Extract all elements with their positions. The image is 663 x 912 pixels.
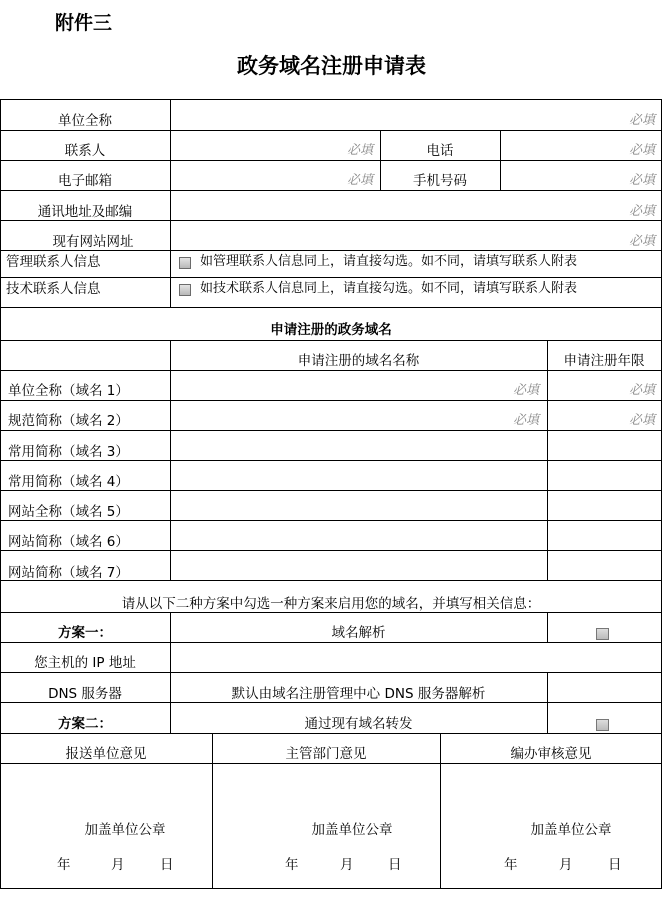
opinion-col-reporting-unit: 报送单位意见 [65,746,147,762]
phone-required[interactable]: 必填 [628,143,655,158]
date-month-3: 月 [559,857,573,873]
address-label: 通讯地址及邮编 [37,204,133,220]
seal-text-3: 加盖单位公章 [530,822,612,838]
domain-item-5: 网站全称（域名 5） [8,504,129,520]
date-day-1: 日 [160,857,174,873]
dns-server-description: 默认由域名注册管理中心 DNS 服务器解析 [231,686,486,702]
plan1-description: 域名解析 [331,625,386,641]
admin-contact-note: 如管理联系人信息同上，请直接勾选。如不同，请填写联系人附表 [200,254,578,269]
date-day-3: 日 [608,857,622,873]
tech-contact-checkbox[interactable] [179,284,191,296]
date-month-1: 月 [111,857,125,873]
unit-name-label: 单位全称 [58,113,112,129]
opinion-col-supervising-dept: 主管部门意见 [285,746,367,762]
domain-1-name-required[interactable]: 必填 [512,383,539,398]
dns-server-label: DNS 服务器 [48,686,122,702]
address-required[interactable]: 必填 [628,204,655,219]
website-required[interactable]: 必填 [628,234,655,249]
domain-1-years-required[interactable]: 必填 [628,383,655,398]
date-month-2: 月 [340,857,354,873]
mobile-label: 手机号码 [413,173,467,189]
domain-item-6: 网站简称（域名 6） [8,534,129,550]
website-label: 现有网站网址 [52,234,134,250]
email-label: 电子邮箱 [58,173,112,189]
domain-item-4: 常用简称（域名 4） [8,474,129,490]
plan2-label: 方案二： [58,716,112,732]
domain-2-years-required[interactable]: 必填 [628,413,655,428]
form-title: 政务域名注册申请表 [237,53,426,78]
plans-instruction: 请从以下二种方案中勾选一种方案来启用您的域名，并填写相关信息： [121,596,541,612]
tech-contact-label: 技术联系人信息 [6,281,101,297]
seal-text-2: 加盖单位公章 [311,822,393,838]
admin-contact-label: 管理联系人信息 [6,254,101,270]
date-year-1: 年 [57,857,71,873]
admin-contact-checkbox[interactable] [179,257,191,269]
mobile-required[interactable]: 必填 [628,173,655,188]
seal-text-1: 加盖单位公章 [84,822,166,838]
unit-name-required[interactable]: 必填 [628,113,655,128]
domain-section-title: 申请注册的政务域名 [270,322,392,338]
opinion-col-review: 编办审核意见 [510,746,592,762]
date-year-3: 年 [504,857,518,873]
domain-2-name-required[interactable]: 必填 [512,413,539,428]
contact-label: 联系人 [64,143,106,159]
domain-name-header: 申请注册的域名名称 [297,353,420,369]
domain-item-7: 网站简称（域名 7） [8,565,129,581]
date-day-2: 日 [388,857,402,873]
phone-label: 电话 [426,143,454,159]
date-year-2: 年 [285,857,299,873]
domain-item-2: 规范简称（域名 2） [8,413,129,429]
plan1-label: 方案一： [58,625,112,641]
plan2-checkbox[interactable] [596,719,609,731]
host-ip-label: 您主机的 IP 地址 [34,655,136,671]
attachment-label: 附件三 [55,12,113,34]
plan2-description: 通过现有域名转发 [304,716,413,732]
domain-item-3: 常用简称（域名 3） [8,444,129,460]
tech-contact-note: 如技术联系人信息同上，请直接勾选。如不同，请填写联系人附表 [200,281,578,296]
email-required[interactable]: 必填 [346,173,373,188]
domain-item-1: 单位全称（域名 1） [8,383,129,399]
contact-required[interactable]: 必填 [346,143,373,158]
plan1-checkbox[interactable] [596,628,609,640]
domain-years-header: 申请注册年限 [563,353,645,369]
